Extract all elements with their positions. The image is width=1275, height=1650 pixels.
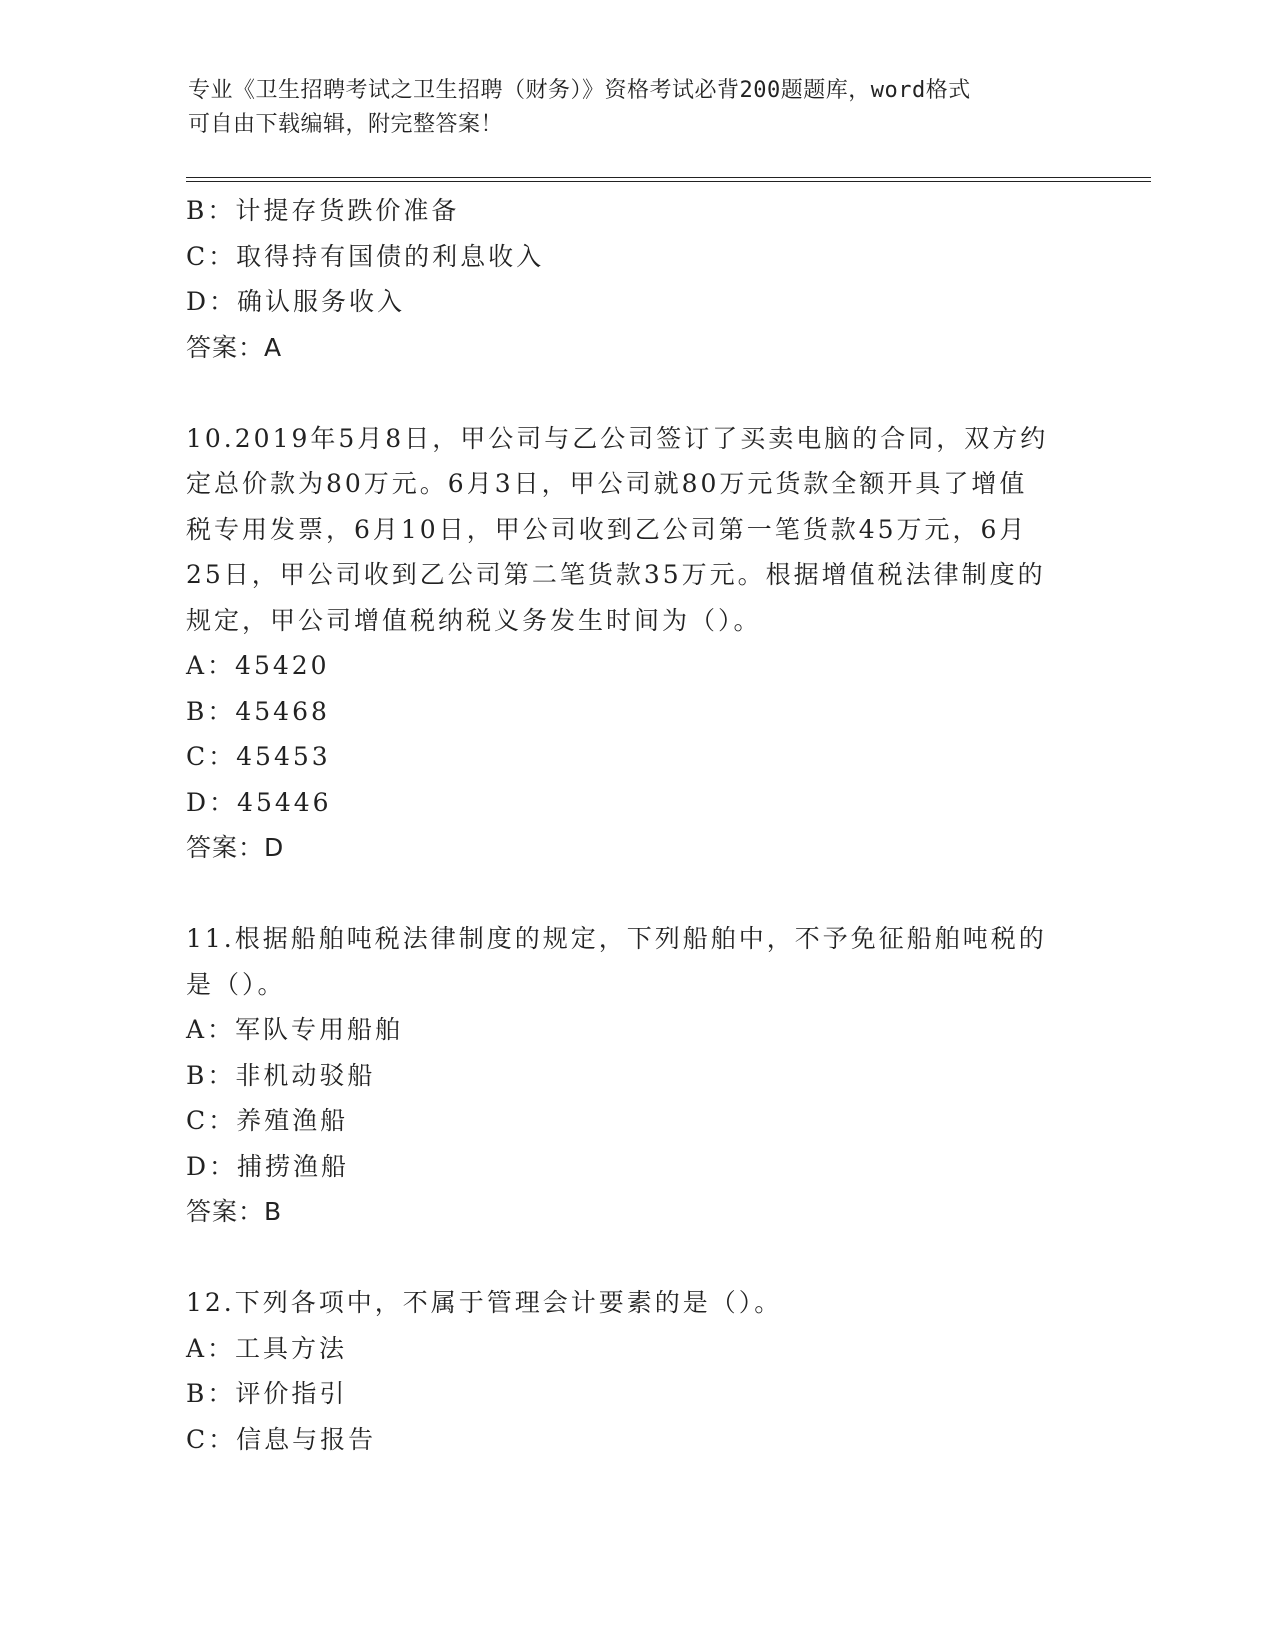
option-d: D：捕捞渔船 [186, 1151, 350, 1181]
header-line-2: 可自由下载编辑，附完整答案！ [188, 112, 504, 137]
option-b: B：评价指引 [186, 1379, 348, 1408]
option-c: C：45453 [186, 742, 331, 771]
answer: 答案：B [186, 1197, 283, 1226]
spacer [186, 370, 1086, 416]
option-b: B：非机动驳船 [186, 1060, 376, 1090]
question-stem-line: 11.根据船舶吨税法律制度的规定，下列船舶中，不予免征船舶吨税的 [186, 924, 1047, 953]
option-a: A：45420 [186, 651, 330, 680]
spacer [186, 871, 1086, 917]
question-stem-line: 税专用发票，6月10日，甲公司收到乙公司第一笔货款45万元，6月 [186, 514, 1028, 544]
answer: 答案：D [186, 833, 285, 862]
option-d: D：45446 [186, 787, 332, 817]
question-stem-line: 规定，甲公司增值税纳税义务发生时间为（）。 [186, 605, 762, 635]
question-10 [186, 416, 1086, 871]
option-b: B：计提存货跌价准备 [186, 196, 460, 225]
answer: 答案：A [186, 332, 283, 362]
question-stem-line: 25日，甲公司收到乙公司第二笔货款35万元。根据增值税法律制度的 [186, 560, 1046, 589]
question-11 [186, 916, 1086, 1235]
option-c: C：取得持有国债的利息收入 [186, 241, 545, 271]
question-stem-line: 10.2019年5月8日，甲公司与乙公司签订了买卖电脑的合同，双方约 [186, 423, 1049, 453]
option-c: C：信息与报告 [186, 1424, 377, 1454]
spacer [186, 1235, 1086, 1281]
question-stem-line: 定总价款为80万元。6月3日，甲公司就80万元货款全额开具了增值 [186, 469, 1028, 498]
document-header [188, 74, 1088, 142]
option-c: C：养殖渔船 [186, 1106, 349, 1135]
header-line-1: 专业《卫生招聘考试之卫生招聘（财务）》资格考试必背200题题库，word格式 [188, 78, 971, 103]
question-9 [186, 188, 1086, 370]
document-body [186, 188, 1086, 1462]
header-rule-top [186, 177, 1151, 178]
option-a: A：工具方法 [186, 1333, 348, 1363]
question-12 [186, 1280, 1086, 1462]
header-rule-bottom [186, 181, 1151, 182]
question-stem-line: 是（）。 [186, 969, 286, 999]
question-stem-line: 12.下列各项中，不属于管理会计要素的是（）。 [186, 1288, 783, 1317]
option-b: B：45468 [186, 696, 330, 726]
option-d: D：确认服务收入 [186, 287, 406, 316]
option-a: A：军队专用船舶 [186, 1015, 404, 1044]
